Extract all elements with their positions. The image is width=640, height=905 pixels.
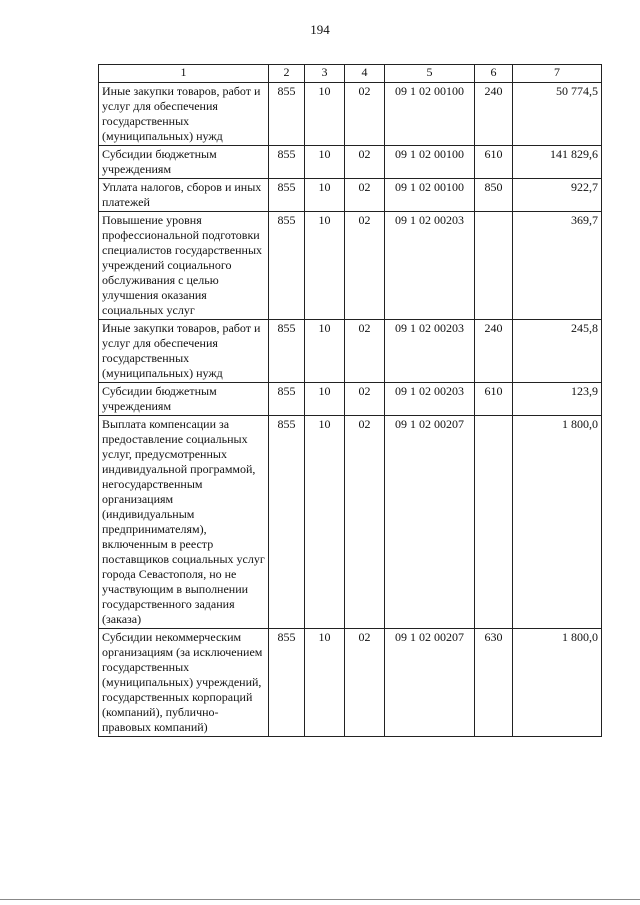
table-cell-col-2: 855 [269,212,305,320]
table-cell-col-4: 02 [345,320,385,383]
table-cell-col-3: 10 [305,179,345,212]
table-cell-col-7: 141 829,6 [513,146,602,179]
table-cell-col-1: Субсидии бюджетным учреждениям [99,383,269,416]
table-cell-col-4: 02 [345,416,385,629]
table-cell-col-5: 09 1 02 00100 [385,146,475,179]
table-row [99,629,602,737]
table-cell-col-6: 630 [475,629,513,737]
table-row [99,212,602,320]
header-col-6: 6 [475,65,513,83]
table-cell-col-6: 240 [475,83,513,146]
table-cell-col-5: 09 1 02 00203 [385,212,475,320]
table-cell-col-3: 10 [305,383,345,416]
table-cell-col-5: 09 1 02 00203 [385,320,475,383]
table-cell-col-1: Уплата налогов, сборов и иных платежей [99,179,269,212]
table-cell-col-1: Иные закупки товаров, работ и услуг для обеспечения государственных (муниципальных) нужд [99,320,269,383]
table-cell-col-3: 10 [305,83,345,146]
table-cell-col-3: 10 [305,212,345,320]
table-cell-col-1: Иные закупки товаров, работ и услуг для обеспечения государственных (муниципальных) нужд [99,83,269,146]
header-col-3: 3 [305,65,345,83]
header-col-5: 5 [385,65,475,83]
table-cell-col-3: 10 [305,629,345,737]
table-cell-col-3: 10 [305,320,345,383]
table-cell-col-3: 10 [305,416,345,629]
table-cell-col-7: 922,7 [513,179,602,212]
table-cell-col-2: 855 [269,83,305,146]
table-cell-col-5: 09 1 02 00203 [385,383,475,416]
header-col-4: 4 [345,65,385,83]
table-cell-col-6 [475,212,513,320]
table-cell-col-6 [475,416,513,629]
table-cell-col-4: 02 [345,83,385,146]
table-cell-col-5: 09 1 02 00100 [385,179,475,212]
header-col-7: 7 [513,65,602,83]
table-cell-col-4: 02 [345,179,385,212]
table-cell-col-7: 245,8 [513,320,602,383]
table-cell-col-7: 1 800,0 [513,416,602,629]
table-cell-col-1: Повышение уровня профессиональной подготовки специалистов государственных учреждений социального обслуживания с целью улучшения оказания социальных услуг [99,212,269,320]
table-cell-col-7: 1 800,0 [513,629,602,737]
table-cell-col-1: Выплата компенсации за предоставление социальных услуг, предусмотренных индивидуальной программой, негосударственным организациям (индивидуальным предпринимателям), включенным в реестр поставщиков социальных услуг города Севастополя, но не участвующим в выполнении государственного задания (заказа) [99,416,269,629]
table-cell-col-2: 855 [269,383,305,416]
table-cell-col-7: 123,9 [513,383,602,416]
table-header-row [99,65,602,83]
table-row [99,383,602,416]
table-row [99,179,602,212]
header-col-1: 1 [99,65,269,83]
table-cell-col-7: 369,7 [513,212,602,320]
table-cell-col-2: 855 [269,179,305,212]
table-row [99,146,602,179]
table-cell-col-3: 10 [305,146,345,179]
table-cell-col-5: 09 1 02 00207 [385,629,475,737]
table-cell-col-6: 610 [475,383,513,416]
table-cell-col-4: 02 [345,212,385,320]
table-cell-col-1: Субсидии бюджетным учреждениям [99,146,269,179]
table-cell-col-6: 610 [475,146,513,179]
table-cell-col-1: Субсидии некоммерческим организациям (за исключением государственных (муниципальных) учреждений, государственных корпораций (компаний), публично-правовых компаний) [99,629,269,737]
table-cell-col-4: 02 [345,146,385,179]
table-row [99,320,602,383]
table-cell-col-2: 855 [269,146,305,179]
table-cell-col-2: 855 [269,416,305,629]
table-cell-col-6: 850 [475,179,513,212]
table-cell-col-2: 855 [269,629,305,737]
table-row [99,83,602,146]
table-cell-col-4: 02 [345,629,385,737]
table-cell-col-7: 50 774,5 [513,83,602,146]
table-row [99,416,602,629]
table-cell-col-2: 855 [269,320,305,383]
table-cell-col-6: 240 [475,320,513,383]
table-cell-col-4: 02 [345,383,385,416]
table-cell-col-5: 09 1 02 00207 [385,416,475,629]
bottom-rule [0,899,640,900]
table-body [99,83,602,737]
header-col-2: 2 [269,65,305,83]
table-cell-col-5: 09 1 02 00100 [385,83,475,146]
page-number: 194 [310,22,330,37]
budget-table [98,64,602,737]
